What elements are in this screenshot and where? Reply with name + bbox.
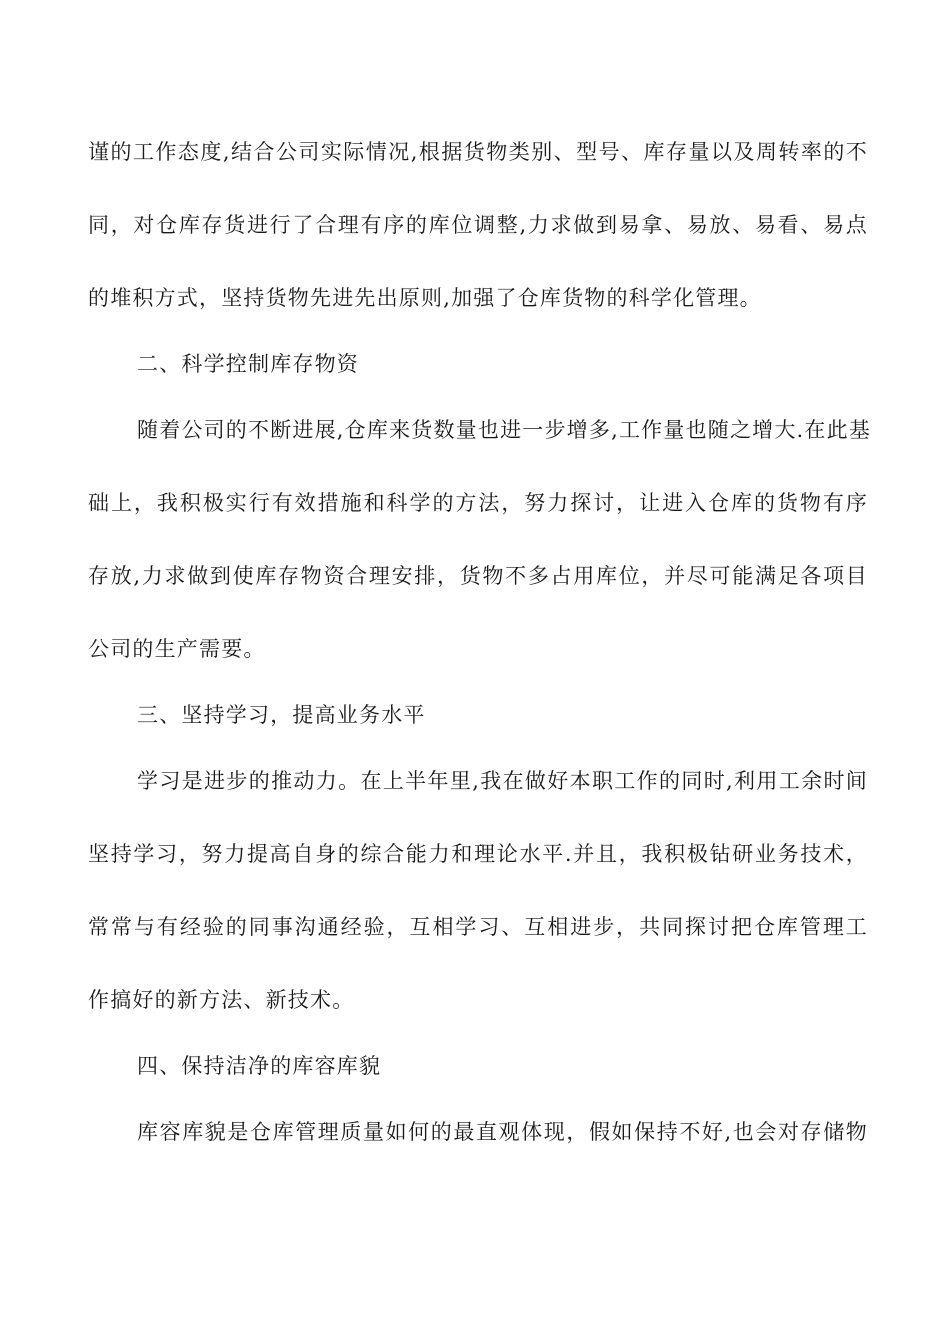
body-text-line: 常常与有经验的同事沟通经验，互相学习、互相进步，共同探讨把仓库管理工 (88, 915, 868, 939)
body-text-line: 随着公司的不断进展,仓库来货数量也进一步增多,工作量也随之增大.在此基 (137, 418, 872, 442)
body-text-line: 的堆积方式，坚持货物先进先出原则,加强了仓库货物的科学化管理。 (88, 286, 762, 310)
body-text-line: 作搞好的新方法、新技术。 (88, 988, 355, 1012)
body-text-line: 谨的工作态度,结合公司实际情况,根据货物类别、型号、库存量以及周转率的不 (88, 140, 868, 164)
body-text-line: 公司的生产需要。 (88, 637, 266, 661)
body-text-line: 学习是进步的推动力。在上半年里,我在做好本职工作的同时,利用工余时间 (137, 769, 868, 793)
section-heading: 二、科学控制库存物资 (137, 352, 359, 376)
section-heading: 四、保持洁净的库容库貌 (137, 1054, 382, 1078)
body-text-line: 同，对仓库存货进行了合理有序的库位调整,力求做到易拿、易放、易看、易点 (88, 213, 868, 237)
body-text-line: 库容库貌是仓库管理质量如何的最直观体现，假如保持不好,也会对存储物 (137, 1120, 868, 1144)
section-heading: 三、坚持学习，提高业务水平 (137, 703, 426, 727)
body-text-line: 础上，我积极实行有效措施和科学的方法，努力探讨，让进入仓库的货物有序 (88, 491, 868, 515)
body-text-line: 坚持学习，努力提高自身的综合能力和理论水平.并且，我积极钻研业务技术， (88, 842, 868, 866)
body-text-line: 存放,力求做到使库存物资合理安排，货物不多占用库位，并尽可能满足各项目 (88, 564, 868, 588)
